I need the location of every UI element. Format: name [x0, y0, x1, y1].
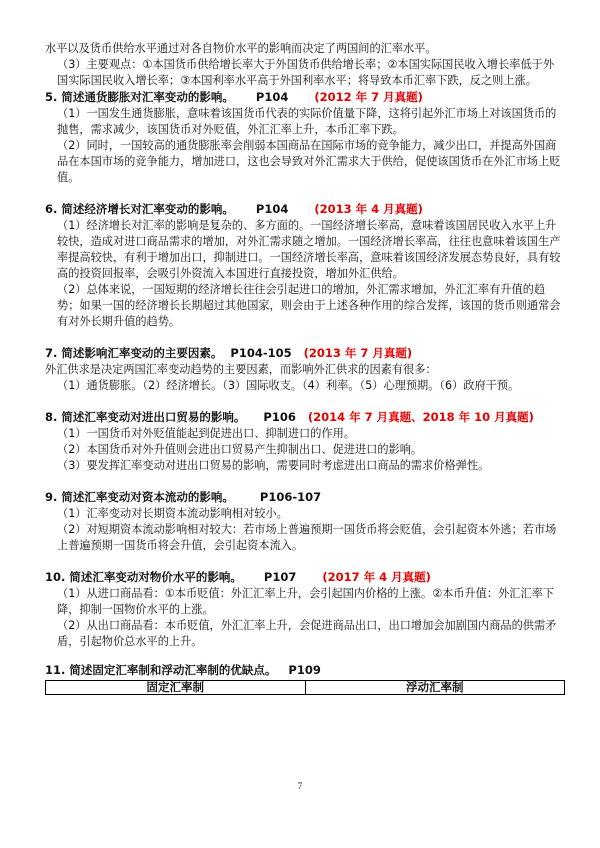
q8-item: （1）一国货币对外贬值能起到促进出口、抑制进口的作用。: [57, 427, 355, 440]
q8-item: （2）本国货币对外升值则会进出口贸易产生抑制出口、促进进口的影响。: [57, 443, 423, 456]
q11-title: 11. 简述固定汇率制和浮动汇率制的优缺点。: [45, 663, 277, 677]
q10-item: （2）从出口商品看：本币贬值，外汇汇率上升，会促进商品出口，出口增加会加剧国内商品的供需矛盾，引起物价总水平的上升。: [57, 619, 557, 648]
q8-tag: (2014 年 7 月真题、2018 年 10 月真题): [307, 410, 534, 424]
q6-tag: (2013 年 4 月真题): [314, 202, 423, 216]
intro-line: 水平以及货币供给水平通过对各自物价水平的影响而决定了两国间的汇率水平。: [45, 42, 437, 55]
q6-item: （1）经济增长对汇率的影响是复杂的、多方面的。一国经济增长率高，意味着该国居民收入水平上升较快，造成对进口商品需求的增加，对外汇需求随之增加。一国经济增长率高，往往也意味着该国生产率提高较快，有利于增加出口，抑制进口。一国经济增长率高，意味着该国经济发展态势良好，具有较高的投资回报率，会吸引外资流入本国进行直接投资，增加外汇供给。: [57, 219, 561, 280]
q8-title: 8. 简述汇率变动对进出口贸易的影响。: [45, 410, 246, 424]
page-number: 7: [297, 781, 303, 791]
q5-item: （2）同时，一国较高的通货膨胀率会削弱本国商品在国际市场的竞争能力，减少出口，并提高外国商品在本国市场的竞争能力，增加进口，这也会导致对外汇需求大于供给，促使该国货币在外汇市场上贬值。: [57, 139, 561, 184]
q6-page: P104: [255, 202, 289, 216]
q7-item: 外汇供求是决定两国汇率变动趋势的主要因素，而影响外汇供求的因素有很多：: [45, 363, 437, 376]
q5-heading: [45, 89, 565, 106]
comparison-table: [45, 680, 565, 695]
q11-page: P109: [288, 663, 321, 677]
q10-page: P107: [263, 570, 297, 584]
q9-title: 9. 简述汇率变动对资本流动的影响。: [45, 490, 234, 504]
q7-title: 7. 简述影响汇率变动的主要因素。: [45, 346, 223, 360]
q7-heading: [45, 345, 565, 362]
q5-page: P104: [255, 90, 289, 104]
q6-heading: [45, 201, 565, 218]
main-view-paragraph: （3）主要观点：①本国货币供给增长率大于外国货币供给增长率；②本国实际国民收入增长率低于外国实际国民收入增长率；③本国利率水平高于外国利率水平；将导致本币汇率下跌，反之则上涨。: [57, 58, 555, 87]
q6-item: （2）总体来说，一国短期的经济增长往往会引起进口的增加，外汇需求增加，外汇汇率有升值的趋势；如果一国的经济增长长期超过其他国家，则会由于上述各种作用的综合发挥，该国的货币则通常会有对外长期升值的趋势。: [57, 283, 561, 328]
table-header-fixed: 固定汇率制: [46, 681, 306, 695]
q10-heading: [45, 569, 565, 586]
q6-title: 6. 简述经济增长对汇率变动的影响。: [45, 202, 234, 216]
q9-item: （1）汇率变动对长期资本流动影响相对较小。: [57, 507, 288, 520]
q7-page: P104-105: [230, 346, 292, 360]
q5-item: （1）一国发生通货膨胀，意味着该国货币代表的实际价值量下降，这将引起外汇市场上对该国货币的抛售，需求减少，该国货币对外贬值，外汇汇率上升，本币汇率下跌。: [57, 107, 557, 136]
q9-item: （2）对短期资本流动影响相对较大：若市场上普遍预期一国货币将会贬值，会引起资本外逃；若市场上普遍预期一国货币将会升值，会引起资本流入。: [57, 523, 557, 552]
q5-title: 5. 简述通货膨胀对汇率变动的影响。: [45, 90, 234, 104]
q11-heading: [45, 662, 565, 679]
q8-heading: [45, 409, 565, 426]
q10-tag: (2017 年 4 月真题): [322, 570, 431, 584]
q7-item: （1）通货膨胀。（2）经济增长。（3）国际收支。（4）利率。（5）心理预期。（6）政府干预。: [57, 379, 520, 392]
document-body: [45, 41, 565, 695]
q8-page: P106: [263, 410, 296, 424]
q10-item: （1）从进口商品看：①本币贬值：外汇汇率上升，会引起国内价格的上涨。②本币升值：外汇汇率下降，抑制一国物价水平的上涨。: [57, 587, 555, 616]
table-header-floating: 浮动汇率制: [305, 681, 565, 695]
q9-heading: [45, 489, 565, 506]
q5-tag: (2012 年 7 月真题): [314, 90, 423, 104]
q10-title: 10. 简述汇率变动对物价水平的影响。: [45, 570, 242, 584]
q9-page: P106-107: [259, 490, 322, 504]
table-header-row: [46, 681, 565, 695]
q8-item: （3）要发挥汇率变动对进出口贸易的影响，需要同时考虑进出口商品的需求价格弹性。: [57, 459, 490, 472]
q7-tag: (2013 年 7 月真题): [303, 346, 413, 360]
